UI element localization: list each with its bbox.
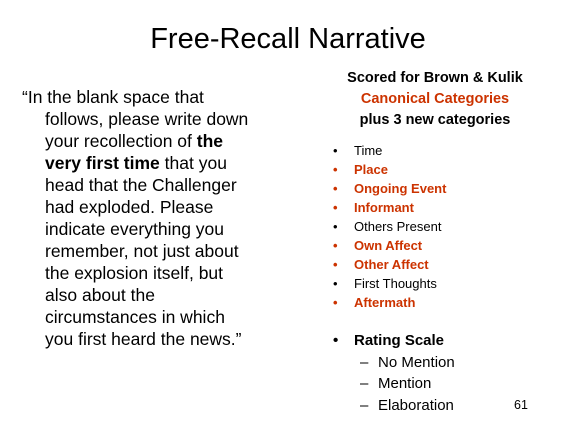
bullet-icon: • <box>333 238 338 253</box>
category-item <box>333 217 446 236</box>
category-item <box>333 236 446 255</box>
instruction-quote <box>22 86 287 350</box>
category-item <box>333 274 446 293</box>
quote-line: remember, not just about <box>45 241 239 261</box>
category-label: Own Affect <box>354 238 423 253</box>
rating-level: Mention <box>378 375 432 392</box>
category-label: Others Present <box>354 219 442 234</box>
category-label: Informant <box>354 200 414 215</box>
scoring-heading <box>315 68 555 131</box>
category-label: Aftermath <box>354 295 416 310</box>
bullet-icon: • <box>333 200 338 215</box>
bullet-icon: • <box>333 295 338 310</box>
quote-bold-text: the <box>196 131 224 151</box>
quote-line: that you <box>164 153 227 173</box>
bullet-icon: • <box>333 276 338 291</box>
category-item <box>333 293 446 312</box>
quote-line: indicate everything you <box>45 219 224 239</box>
quote-line: the explosion itself, but <box>45 263 224 283</box>
category-label: Place <box>354 162 388 177</box>
rating-scale <box>333 330 455 416</box>
category-item <box>333 141 446 160</box>
quote-line: “In the blank space that <box>22 87 204 107</box>
category-label: Ongoing Event <box>354 181 447 196</box>
quote-line: circumstances in which <box>45 307 225 327</box>
quote-line: follows, please write down <box>45 109 249 129</box>
bullet-icon: • <box>333 219 338 234</box>
dash-icon: – <box>360 396 369 414</box>
quote-line: had exploded. Please <box>45 197 214 217</box>
page-number: 61 <box>514 398 528 412</box>
quote-line: you first heard the news.” <box>45 329 242 349</box>
bullet-icon: • <box>333 162 338 177</box>
quote-line: head that the Challenger <box>45 175 237 195</box>
rating-level: No Mention <box>378 353 455 371</box>
rating-level: Elaboration <box>378 396 454 414</box>
category-item <box>333 160 446 179</box>
category-label: First Thoughts <box>354 276 437 291</box>
bullet-icon: • <box>333 143 338 158</box>
category-item <box>333 179 446 198</box>
category-label: Time <box>354 143 383 158</box>
bullet-icon: • <box>333 257 338 272</box>
scoring-line-highlight: Canonical Categories <box>360 91 510 107</box>
category-list <box>333 141 446 312</box>
quote-line: also about the <box>45 285 155 305</box>
scoring-line: Scored for Brown & Kulik <box>347 70 523 86</box>
category-label: Other Affect <box>354 257 429 272</box>
bullet-icon: • <box>333 332 339 349</box>
bullet-icon: • <box>333 181 338 196</box>
slide-title: Free-Recall Narrative <box>150 23 426 55</box>
scoring-line: plus 3 new categories <box>359 112 511 128</box>
rating-heading: Rating Scale <box>354 332 445 349</box>
quote-line: your recollection of <box>45 131 192 151</box>
quote-bold-text: very first time <box>45 153 160 173</box>
dash-icon: – <box>360 375 369 392</box>
category-item <box>333 198 446 217</box>
category-item <box>333 255 446 274</box>
dash-icon: – <box>360 353 369 371</box>
